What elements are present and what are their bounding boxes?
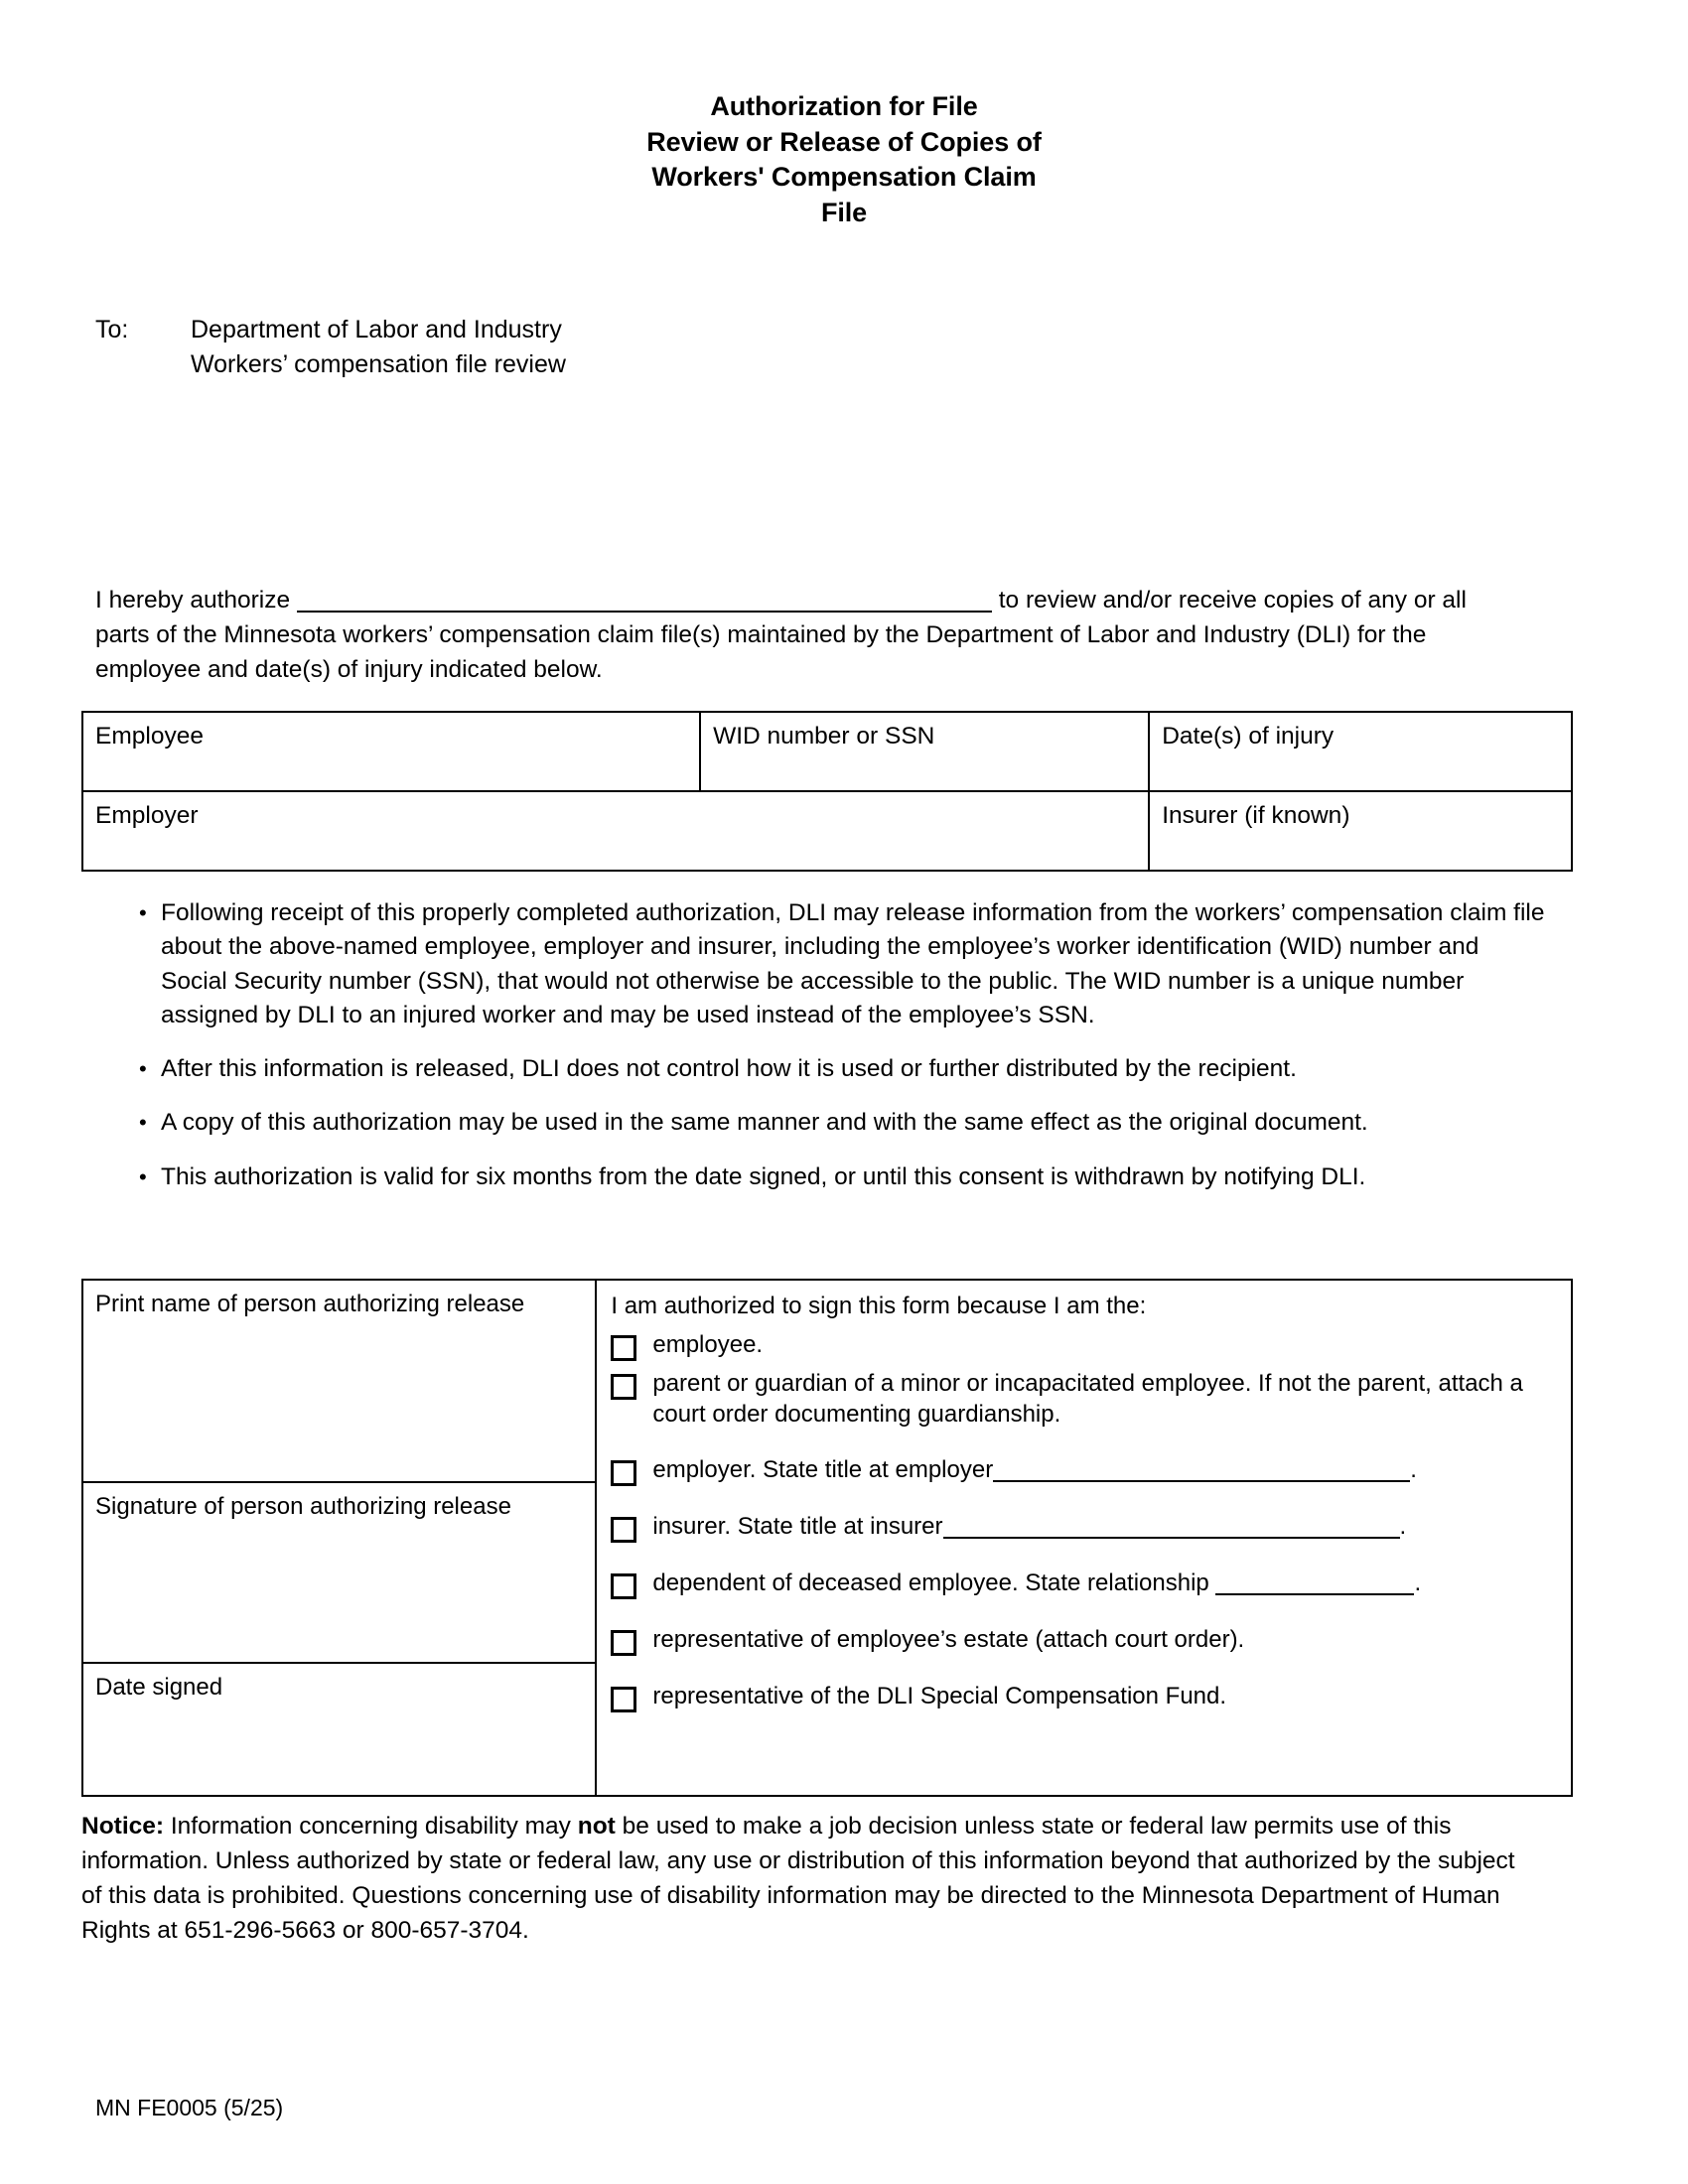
- insurer-title-blank[interactable]: [943, 1513, 1400, 1539]
- bullet-icon: •: [139, 900, 147, 925]
- checkbox-label-dependent: [652, 1569, 1561, 1599]
- checkbox-dependent-period: .: [1414, 1570, 1422, 1597]
- form-id-footer: MN FE0005 (5/25): [95, 2095, 284, 2120]
- title-line-2: Review or Release of Copies of: [646, 126, 1042, 157]
- authorization-statement: [95, 584, 1527, 687]
- list-item: [95, 896, 1545, 1032]
- bullet-text-4: This authorization is valid for six months from the date signed, or until this consent is withdrawn by notifying DLI.: [161, 1162, 1366, 1190]
- authorization-basis-cell: [596, 1280, 1572, 1796]
- employer-title-blank[interactable]: [993, 1456, 1410, 1482]
- checkbox-employer-text: employer. State title at employer: [652, 1456, 994, 1484]
- employer-label: Employer: [95, 802, 199, 829]
- checkbox-label-employee: employee.: [652, 1331, 764, 1358]
- title-line-3: Workers' Compensation Claim: [651, 162, 1037, 193]
- list-item: [611, 1512, 1561, 1543]
- list-item: [611, 1625, 1561, 1656]
- checkbox-label-insurer: [652, 1512, 1561, 1543]
- list-item: [611, 1330, 1561, 1361]
- checkbox-insurer-period: .: [1399, 1513, 1407, 1541]
- disclosure-bullet-list: [95, 896, 1545, 1194]
- signature-label: Signature of person authorizing release: [95, 1493, 511, 1520]
- table-row: [82, 712, 1572, 791]
- bullet-text-1: Following receipt of this properly completed authorization, DLI may release information from the workers’ compensation claim file about the above-named employee, employer and insurer, including the employee’s worker identification (WID) number and Social Security number (SSN), that would not otherwise be accessible to the public. The WID number is a unique number assigned by DLI to an injured worker and may be used instead of the employee’s SSN.: [161, 899, 1545, 1028]
- checkbox-insurer[interactable]: [611, 1517, 636, 1543]
- checkbox-label-special-fund-representative: representative of the DLI Special Compensation Fund.: [652, 1683, 1227, 1710]
- checkbox-employee[interactable]: [611, 1335, 636, 1361]
- checkbox-employer[interactable]: [611, 1460, 636, 1486]
- checkbox-parent-guardian[interactable]: [611, 1374, 636, 1400]
- insurer-label: Insurer (if known): [1162, 802, 1350, 829]
- bullet-icon: •: [139, 1056, 147, 1082]
- checkbox-special-fund-representative[interactable]: [611, 1687, 636, 1712]
- print-name-cell[interactable]: [82, 1280, 596, 1482]
- list-item: [611, 1682, 1561, 1712]
- wid-cell[interactable]: [700, 712, 1149, 791]
- checkbox-estate-representative[interactable]: [611, 1630, 636, 1656]
- signature-table: [81, 1279, 1573, 1797]
- bullet-icon: •: [139, 1110, 147, 1136]
- checkbox-dependent[interactable]: [611, 1573, 636, 1599]
- date-signed-cell[interactable]: [82, 1663, 596, 1796]
- date-of-injury-label: Date(s) of injury: [1162, 723, 1335, 750]
- list-item: [95, 1052, 1545, 1086]
- authorize-prefix: I hereby authorize: [95, 587, 291, 614]
- table-row: [82, 791, 1572, 871]
- wid-label: WID number or SSN: [713, 723, 935, 750]
- bullet-text-2: After this information is released, DLI does not control how it is used or further distributed by the recipient.: [161, 1055, 1297, 1083]
- privacy-notice: [81, 1809, 1541, 1948]
- checkbox-label-parent-guardian: parent or guardian of a minor or incapacitated employee. If not the parent, attach a court order documenting guardianship.: [652, 1370, 1523, 1428]
- table-row: [82, 1280, 1572, 1482]
- authorize-suffix: to review and/or receive copies of any or all parts of the Minnesota workers’ compensation claim file(s) maintained by the Department of Labor and Industry (DLI) for the employee and date(s) of injury indicated below.: [95, 587, 1467, 683]
- notice-label: Notice:: [81, 1813, 165, 1840]
- bullet-text-3: A copy of this authorization may be used in the same manner and with the same effect as the original document.: [161, 1109, 1368, 1137]
- checkbox-label-estate-representative: representative of employee’s estate (attach court order).: [652, 1626, 1245, 1654]
- employee-cell[interactable]: [82, 712, 700, 791]
- employer-cell[interactable]: [82, 791, 1149, 871]
- checkbox-label-employer: [652, 1455, 1561, 1486]
- checkbox-insurer-text: insurer. State title at insurer: [652, 1513, 943, 1541]
- list-item: [611, 1569, 1561, 1599]
- checkbox-employer-period: .: [1410, 1456, 1417, 1484]
- checkbox-intro: I am authorized to sign this form because I am the:: [611, 1293, 1147, 1319]
- signature-cell[interactable]: [82, 1482, 596, 1663]
- to-line-1: Department of Labor and Industry: [191, 316, 562, 343]
- title-line-1: Authorization for File: [710, 91, 978, 121]
- to-line-2: Workers’ compensation file review: [191, 349, 566, 378]
- title-line-4: File: [820, 197, 868, 227]
- bullet-icon: •: [139, 1163, 147, 1189]
- page-title: [0, 0, 1688, 231]
- list-item: [611, 1369, 1561, 1430]
- list-item: [611, 1455, 1561, 1486]
- to-label: To:: [95, 316, 129, 343]
- addressee-block: [95, 313, 566, 381]
- claim-identification-table: [81, 711, 1573, 872]
- date-of-injury-cell[interactable]: [1149, 712, 1572, 791]
- authorized-party-blank[interactable]: [297, 585, 992, 613]
- list-item: [95, 1160, 1545, 1194]
- insurer-cell[interactable]: [1149, 791, 1572, 871]
- date-signed-label: Date signed: [95, 1674, 223, 1701]
- print-name-label: Print name of person authorizing release: [95, 1291, 525, 1317]
- notice-part-1: Information concerning disability may: [164, 1813, 578, 1840]
- employee-label: Employee: [95, 723, 204, 750]
- notice-emphasis: not: [577, 1813, 616, 1840]
- dependent-relationship-blank[interactable]: [1215, 1570, 1414, 1595]
- list-item: [95, 1106, 1545, 1140]
- notice-part-2: be used to make a job decision unless state or federal law permits use of this information. Unless authorized by state or federal law, any use or distribution of this information beyond that authorized by the subject of this data is prohibited. Questions concerning use of disability information may be directed to the Minnesota Department of Human Rights at 651-296-5663 or 800-657-3704.: [81, 1813, 1515, 1945]
- checkbox-dependent-text: dependent of deceased employee. State relationship: [652, 1570, 1216, 1597]
